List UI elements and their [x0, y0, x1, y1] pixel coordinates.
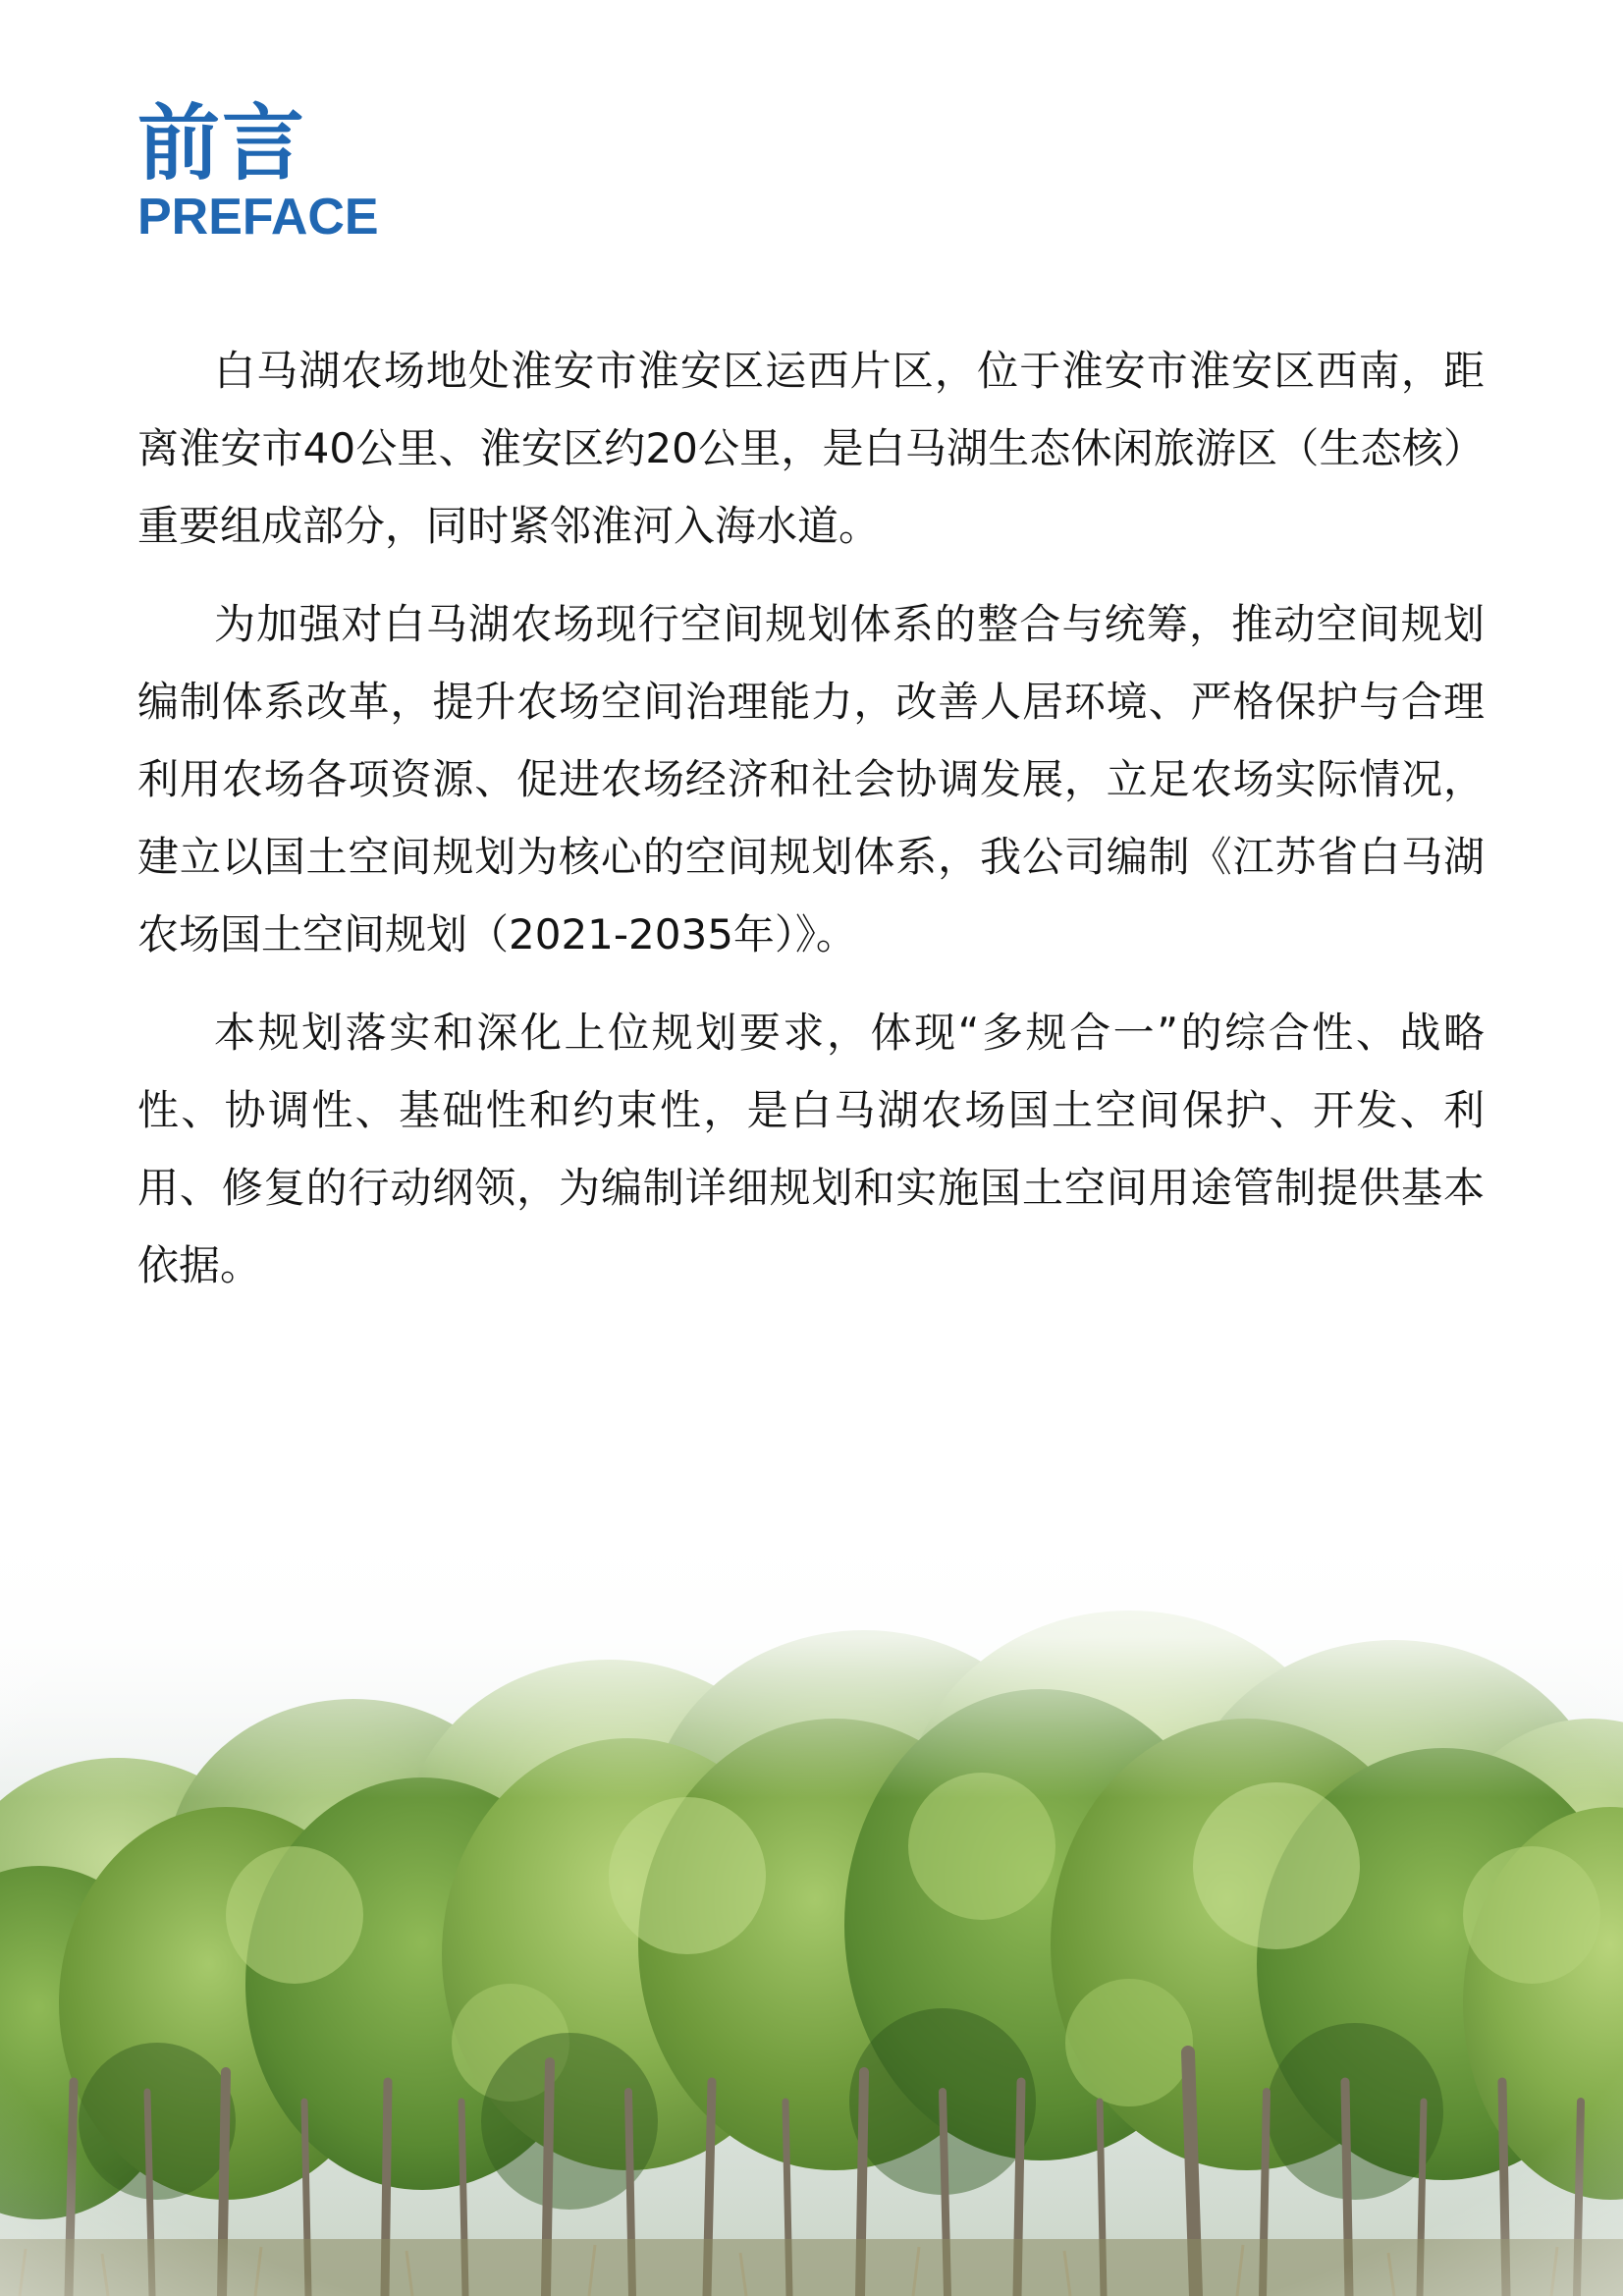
paragraph-1: 白马湖农场地处淮安市淮安区运西片区，位于淮安市淮安区西南，距离淮安市40公里、淮安区约20公里，是白马湖生态休闲旅游区（生态核）重要组成部分，同时紧邻淮河入海水道。: [137, 347, 1485, 550]
preface-body: [137, 332, 1485, 1325]
page-subtitle-english: PREFACE: [137, 189, 379, 246]
paragraph-2: 为加强对白马湖农场现行空间规划体系的整合与统筹，推动空间规划编制体系改革，提升农场空间治理能力，改善人居环境、严格保护与合理利用农场各项资源、促进农场经济和社会协调发展，立足农场实际情况，建立以国土空间规划为核心的空间规划体系，我公司编制《江苏省白马湖农场国土空间规划（2021-2035年）》。: [137, 600, 1485, 958]
page-title: 前言: [137, 95, 307, 191]
tree-line-image: [0, 1493, 1623, 2296]
tree-line-illustration: [0, 1493, 1623, 2296]
page-heading: [137, 95, 379, 246]
paragraph-3: 本规划落实和深化上位规划要求，体现“多规合一”的综合性、战略性、协调性、基础性和约束性，是白马湖农场国土空间保护、开发、利用、修复的行动纲领，为编制详细规划和实施国土空间用途管制提供基本依据。: [137, 1009, 1485, 1289]
